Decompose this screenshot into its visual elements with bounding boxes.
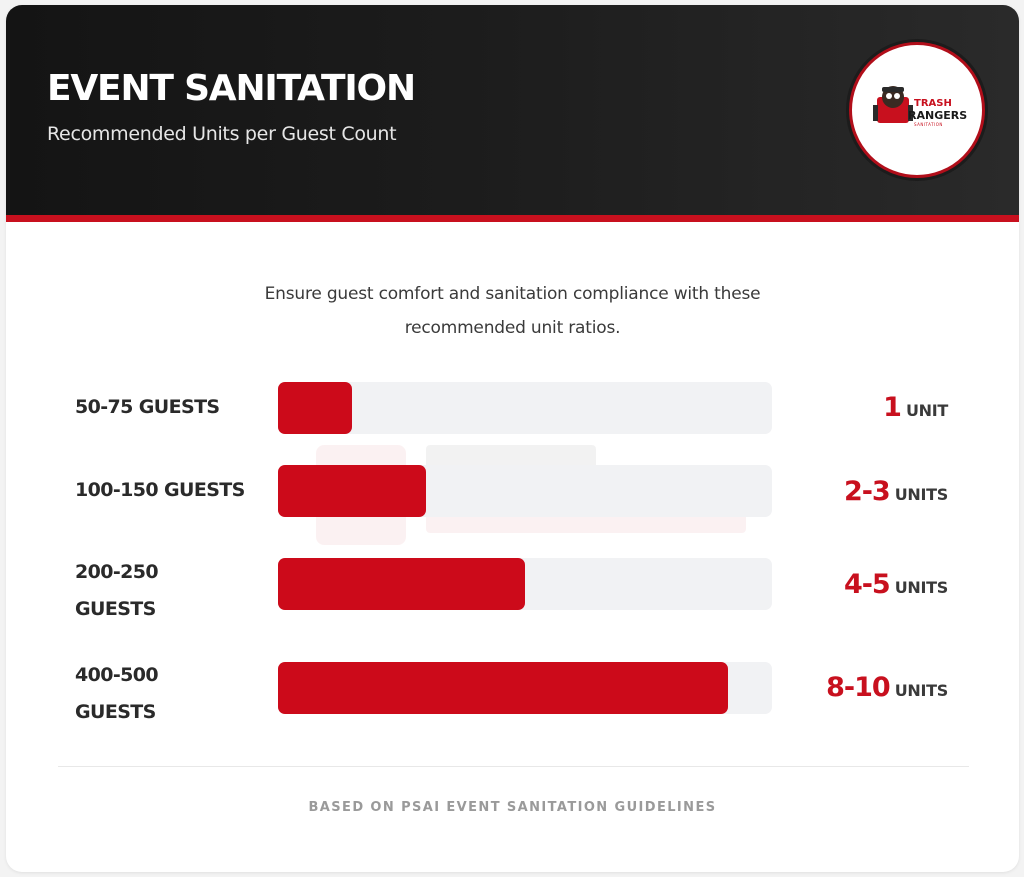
value-number: 4-5 bbox=[843, 569, 890, 600]
category-label: 200-250 GUESTS bbox=[75, 561, 159, 620]
intro-text bbox=[6, 277, 1019, 345]
bar bbox=[278, 558, 525, 610]
bar-track bbox=[278, 558, 772, 610]
value-label bbox=[844, 569, 948, 600]
value-label bbox=[826, 672, 948, 703]
value-label bbox=[844, 476, 948, 507]
category-label: 400-500 GUESTS bbox=[75, 664, 159, 723]
header-accent-stripe bbox=[6, 215, 1019, 222]
value-number: 1 bbox=[883, 392, 901, 423]
bar-track bbox=[278, 382, 772, 434]
logo-text-top: TRASH bbox=[914, 98, 952, 109]
value-number: 8-10 bbox=[826, 672, 890, 703]
bar-track bbox=[278, 662, 772, 714]
trash-rangers-logo bbox=[849, 42, 985, 178]
value-unit: UNITS bbox=[894, 485, 948, 504]
value-label bbox=[883, 392, 948, 423]
bar bbox=[278, 465, 426, 517]
page-subtitle: Recommended Units per Guest Count bbox=[47, 123, 397, 145]
bar bbox=[278, 662, 728, 714]
category-label: 50-75 GUESTS bbox=[75, 396, 220, 418]
infographic-card bbox=[6, 5, 1019, 872]
intro-line-1: Ensure guest comfort and sanitation compliance with these bbox=[264, 284, 761, 304]
value-number: 2-3 bbox=[843, 476, 890, 507]
source-note: BASED ON PSAI EVENT SANITATION GUIDELINES bbox=[308, 800, 717, 815]
value-unit: UNIT bbox=[905, 401, 948, 420]
bar bbox=[278, 382, 352, 434]
logo-text-main: RANGERS bbox=[908, 109, 968, 122]
value-unit: UNITS bbox=[894, 681, 948, 700]
logo-text-small: SANITATION bbox=[914, 122, 943, 127]
intro-line-2: recommended unit ratios. bbox=[404, 318, 621, 338]
category-label: 100-150 GUESTS bbox=[75, 479, 245, 501]
page-title: EVENT SANITATION bbox=[47, 68, 415, 109]
logo-graphic bbox=[852, 45, 982, 175]
bar-track bbox=[278, 465, 772, 517]
value-unit: UNITS bbox=[894, 578, 948, 597]
footer-divider bbox=[58, 766, 969, 767]
